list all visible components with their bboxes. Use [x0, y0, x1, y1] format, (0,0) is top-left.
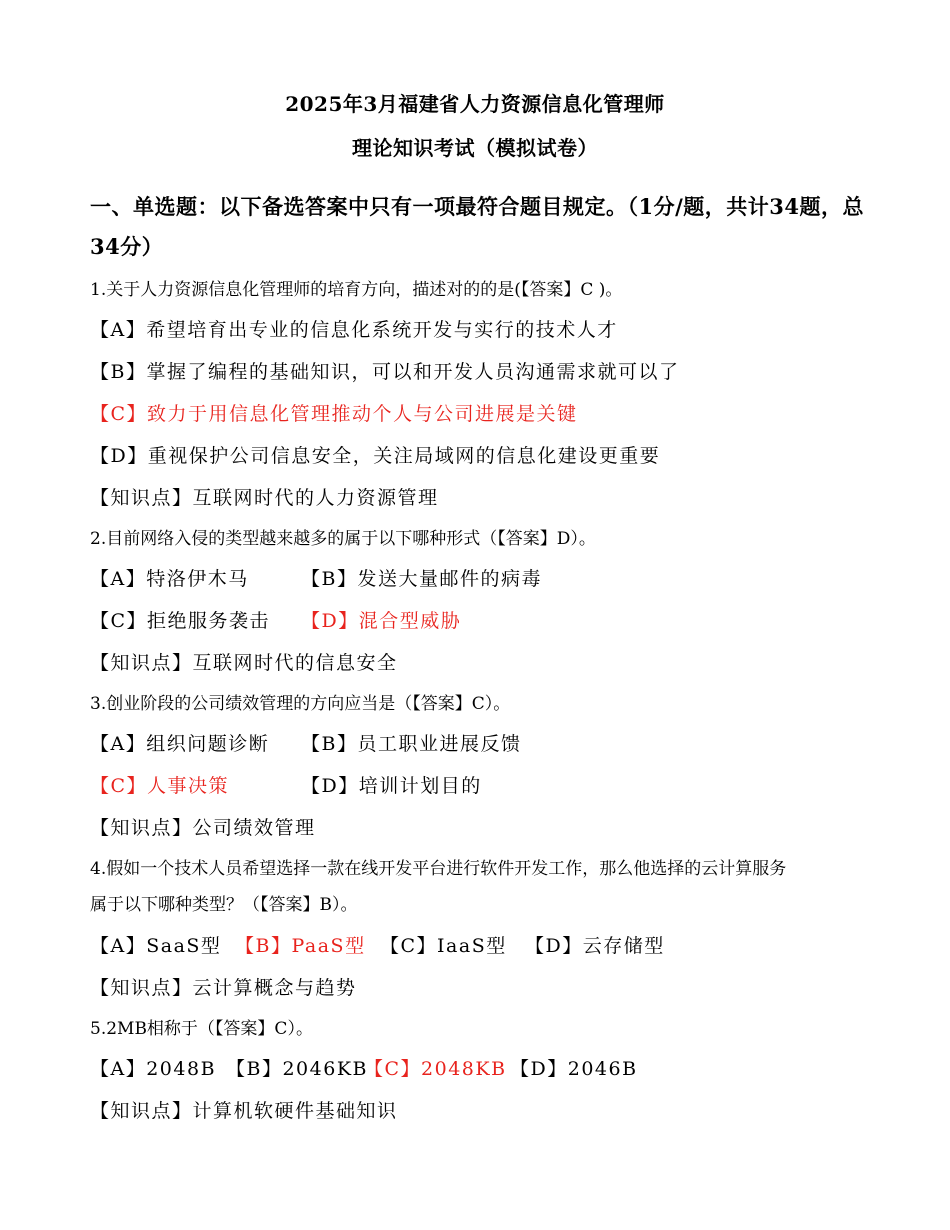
question-1-option-c-correct: 【C】致力于用信息化管理推动个人与公司进展是关键	[90, 403, 578, 425]
question-3-option-b: 【B】员工职业进展反馈	[301, 733, 522, 755]
question-4-options-row	[90, 932, 665, 960]
question-2-option-d-correct: 【D】混合型威胁	[301, 610, 462, 632]
question-1-option-d: 【D】重视保护公司信息安全，关注局域网的信息化建设更重要	[90, 445, 661, 467]
question-5-stem: 5.2MB相称于（【答案】C）。	[90, 1019, 313, 1039]
question-4-option-d: 【D】云存储型	[525, 935, 665, 957]
question-4-option-b-correct: 【B】PaaS型	[235, 935, 366, 957]
question-2-option-b: 【B】发送大量邮件的病毒	[301, 568, 542, 590]
question-5-option-a: 【A】2048B	[90, 1058, 217, 1080]
question-3-options-row-1	[90, 730, 521, 758]
question-1-knowledge-point: 【知识点】互联网时代的人力资源管理	[90, 487, 439, 509]
question-2-options-row-1	[90, 565, 542, 593]
question-3-knowledge-point: 【知识点】公司绩效管理	[90, 817, 316, 839]
question-1-option-a: 【A】希望培育出专业的信息化系统开发与实行的技术人才	[90, 319, 618, 341]
question-4-stem-line-2: 属于以下哪种类型？（【答案】B）。	[90, 895, 358, 915]
question-4-knowledge-point: 【知识点】云计算概念与趋势	[90, 977, 357, 999]
question-5-option-c-correct: 【C】2048KB	[364, 1058, 507, 1080]
question-2-option-c: 【C】拒绝服务袭击	[90, 610, 271, 632]
question-5-knowledge-point: 【知识点】计算机软硬件基础知识	[90, 1100, 398, 1122]
question-3-stem: 3.创业阶段的公司绩效管理的方向应当是（【答案】C）。	[90, 694, 511, 714]
question-4-stem-line-1: 4.假如一个技术人员希望选择一款在线开发平台进行软件开发工作，那么他选择的云计算服务	[90, 859, 787, 879]
question-1-option-b: 【B】掌握了编程的基础知识，可以和开发人员沟通需求就可以了	[90, 361, 680, 383]
question-5-option-d: 【D】2046B	[510, 1058, 638, 1080]
question-3-option-c-correct: 【C】人事决策	[90, 775, 230, 797]
question-2-knowledge-point: 【知识点】互联网时代的信息安全	[90, 652, 398, 674]
document-title: 2025年3月福建省人力资源信息化管理师	[285, 92, 665, 116]
question-2-stem: 2.目前网络入侵的类型越来越多的属于以下哪种形式（【答案】D）。	[90, 529, 596, 549]
question-4-option-c: 【C】IaaS型	[380, 935, 507, 957]
question-1-stem: 1.关于人力资源信息化管理师的培育方向，描述对的的是(【答案】C )。	[90, 280, 623, 300]
section-heading: 一、单选题：以下备选答案中只有一项最符合题目规定。（1分/题，共计34题，总34分）	[90, 194, 865, 259]
question-3-option-d: 【D】培训计划目的	[301, 775, 482, 797]
document-subtitle: 理论知识考试（模拟试卷）	[352, 136, 598, 160]
question-3-options-row-2	[90, 772, 482, 800]
question-3-option-a: 【A】组织问题诊断	[90, 733, 270, 755]
question-5-option-b: 【B】2046KB	[226, 1058, 368, 1080]
question-2-options-row-2	[90, 607, 461, 635]
question-5-options-row	[90, 1055, 638, 1083]
question-4-option-a: 【A】SaaS型	[90, 935, 222, 957]
question-2-option-a: 【A】特洛伊木马	[90, 568, 249, 590]
